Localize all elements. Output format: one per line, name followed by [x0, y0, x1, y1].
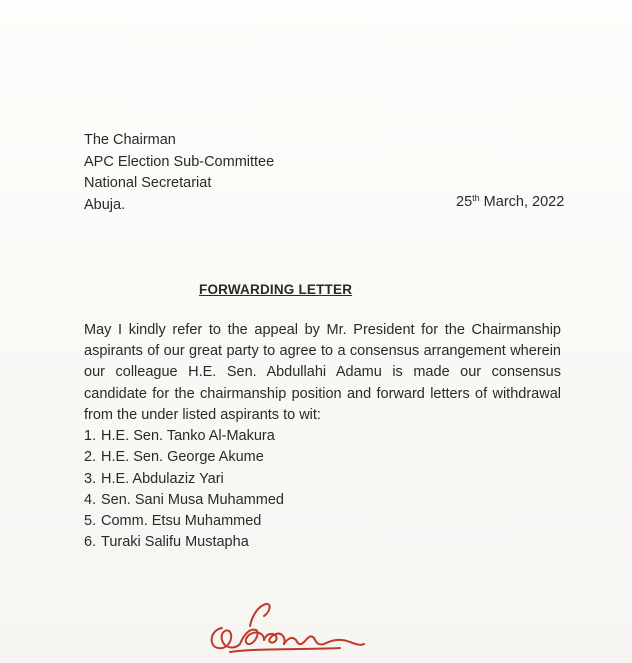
- date-month-year: March, 2022: [479, 194, 565, 210]
- list-item-number: 2.: [84, 449, 97, 466]
- letter-body: May I kindly refer to the appeal by Mr. President for the Chairmanship aspirants of our great party to agree to a consensus arrangement wherein our colleague H.E. Sen. Abdullahi Adamu is made our consensus candidate for the chairmanship position and forward letters of withdrawal from the under listed aspirants to wit:: [84, 322, 561, 423]
- letter-heading: FORWARDING LETTER: [199, 282, 353, 297]
- recipient-line-office: National Secretariat: [84, 175, 212, 191]
- list-item-number: 4.: [84, 491, 97, 508]
- signatory-name-cropped: [172, 652, 352, 663]
- list-item-name: Comm. Etsu Muhammed: [101, 513, 262, 530]
- handwritten-signature: [200, 598, 370, 658]
- list-item: [84, 490, 284, 511]
- list-item-number: 1.: [84, 428, 97, 444]
- list-item-name: Sen. Sani Musa Muhammed: [101, 491, 284, 508]
- list-item-name: H.E. Sen. George Akume: [101, 449, 264, 466]
- letter-date: [456, 193, 564, 210]
- recipient-line-city: Abuja.: [84, 196, 126, 213]
- list-item: [84, 426, 284, 447]
- list-item-name: H.E. Sen. Tanko Al-Makura: [101, 428, 275, 444]
- list-item-name: Turaki Salifu Mustapha: [101, 534, 249, 551]
- list-item: [84, 532, 284, 553]
- aspirants-list: [84, 426, 284, 554]
- list-item-number: 6.: [84, 534, 97, 551]
- recipient-line-committee: APC Election Sub-Committee: [84, 153, 275, 170]
- recipient-line-title: The Chairman: [84, 132, 176, 148]
- list-item: [84, 447, 284, 468]
- date-suffix: th: [472, 193, 480, 203]
- recipient-address: [84, 130, 274, 216]
- list-item: [84, 469, 284, 490]
- list-item-name: H.E. Abdulaziz Yari: [101, 470, 224, 487]
- list-item: [84, 511, 284, 532]
- list-item-number: 5.: [84, 513, 97, 530]
- list-item-number: 3.: [84, 470, 97, 487]
- date-day: 25: [456, 194, 473, 210]
